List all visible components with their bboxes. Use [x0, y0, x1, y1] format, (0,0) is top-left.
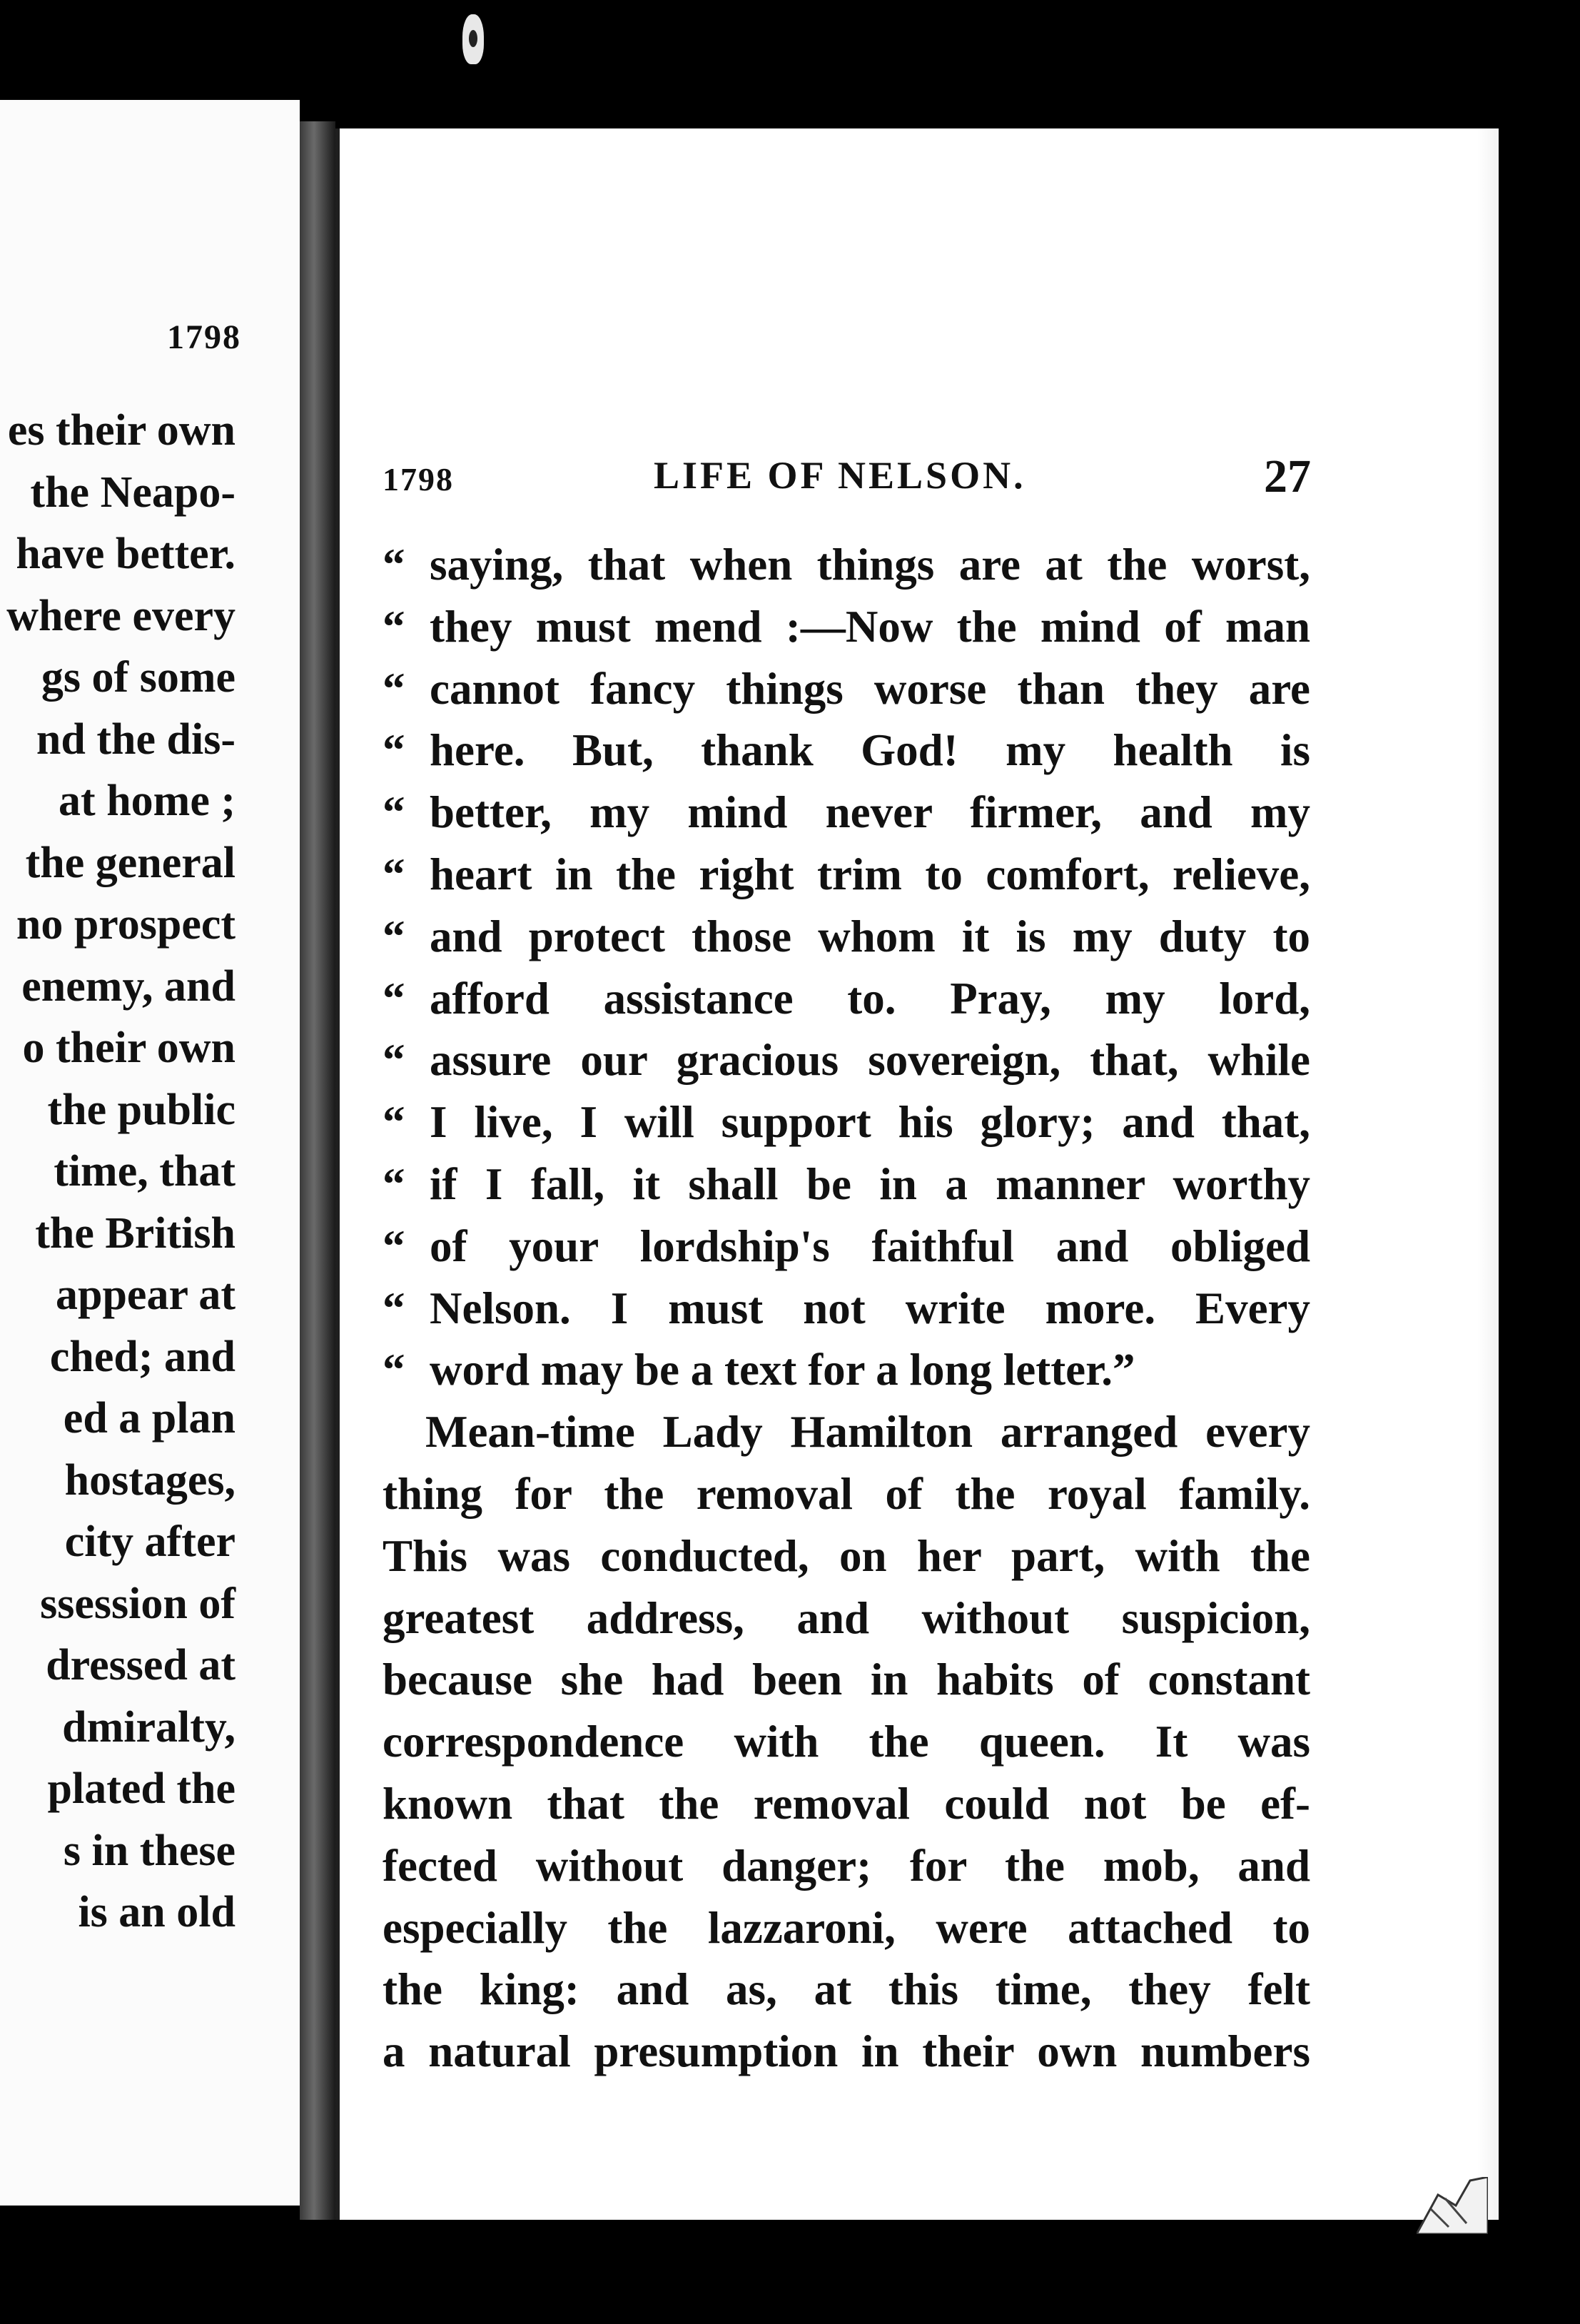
- previous-page-line: gs of some: [41, 653, 236, 702]
- previous-page-line: at home ;: [59, 777, 236, 825]
- previous-page-line: ssession of: [40, 1579, 236, 1628]
- page-body: [383, 534, 1310, 2083]
- quoted-line-text: heart in the right trim to comfort, relieve,: [430, 849, 1310, 899]
- scan-margin: [1499, 121, 1580, 2263]
- paragraph-line: correspondence with the queen. It was: [383, 1717, 1310, 1767]
- quote-mark: “: [383, 1035, 405, 1086]
- quoted-line: [383, 1153, 1310, 1216]
- quoted-line-text: assure our gracious sovereign, that, while: [430, 1035, 1310, 1086]
- quote-mark: “: [383, 849, 405, 899]
- quoted-line-text: better, my mind never firmer, and my: [430, 787, 1310, 838]
- quoted-line: [383, 1278, 1310, 1340]
- quote-mark: “: [383, 663, 405, 714]
- previous-page-line: the Neapo-: [30, 468, 236, 517]
- quoted-line: [383, 1216, 1310, 1278]
- paragraph-line: especially the lazzaroni, were attached to: [383, 1902, 1310, 1953]
- previous-page-line: hostages,: [64, 1455, 236, 1505]
- previous-page-line: es their own: [7, 406, 236, 455]
- quote-mark: “: [383, 1097, 405, 1148]
- previous-page-line: is an old: [78, 1888, 236, 1936]
- paragraph-line: fected without danger; for the mob, and: [383, 1840, 1310, 1891]
- quote-mark: “: [383, 601, 405, 652]
- quoted-line: [383, 844, 1310, 906]
- quoted-line-text: saying, that when things are at the worst,: [430, 540, 1310, 590]
- paragraph-line: the king: and as, at this time, they felt: [383, 1964, 1310, 2015]
- previous-page-line: no prospect: [16, 900, 236, 949]
- quoted-line-text: if I fall, it shall be in a manner worthy: [430, 1158, 1310, 1209]
- previous-page-line: appear at: [55, 1270, 236, 1319]
- quoted-line-text: of your lordship's faithful and obliged: [430, 1221, 1310, 1271]
- quote-mark: “: [383, 1283, 405, 1333]
- previous-page-line: ched; and: [49, 1332, 236, 1381]
- quoted-line: [383, 1091, 1310, 1153]
- quoted-line: [383, 1339, 1310, 1401]
- quoted-line-text: they must mend :—Now the mind of man: [430, 601, 1310, 652]
- previous-page-line: the British: [35, 1208, 236, 1258]
- quoted-line-text: cannot fancy things worse than they are: [430, 663, 1310, 714]
- paragraph-line: This was conducted, on her part, with the: [383, 1530, 1310, 1581]
- quoted-line: [383, 658, 1310, 720]
- quote-mark: “: [383, 973, 405, 1024]
- paragraph-line: greatest address, and without suspicion,: [383, 1592, 1310, 1643]
- previous-page-line: s in these: [63, 1826, 236, 1875]
- quoted-line-text: Nelson. I must not write more. Every: [430, 1283, 1310, 1333]
- quote-mark: “: [383, 725, 405, 776]
- previous-page: [0, 100, 300, 2206]
- quoted-line-text: word may be a text for a long letter.”: [430, 1345, 1135, 1395]
- header-title: LIFE OF NELSON.: [654, 454, 1026, 497]
- previous-page-line: city after: [64, 1517, 236, 1566]
- previous-page-line: ed a plan: [63, 1394, 236, 1443]
- previous-page-running-header: 1798: [167, 318, 241, 356]
- quoted-line: [383, 968, 1310, 1030]
- previous-page-line: the public: [47, 1085, 236, 1134]
- paragraph-line: known that the removal could not be ef-: [383, 1778, 1310, 1829]
- paragraph-line: a natural presumption in their own numbers: [383, 2026, 1310, 2077]
- book-binding: [300, 121, 335, 2220]
- paragraph-line: Mean-time Lady Hamilton arranged every: [425, 1407, 1310, 1457]
- quoted-line: [383, 719, 1310, 782]
- previous-page-line: enemy, and: [21, 961, 236, 1011]
- previous-page-line: nd the dis-: [36, 714, 236, 764]
- quote-mark: “: [383, 1345, 405, 1395]
- scan-artifact: [462, 14, 484, 64]
- quoted-line-text: and protect those whom it is my duty to: [430, 911, 1310, 961]
- quote-mark: “: [383, 540, 405, 590]
- torn-page-corner: [1417, 2177, 1488, 2234]
- previous-page-line: the general: [25, 838, 236, 887]
- previous-page-line: o their own: [22, 1024, 236, 1072]
- page-number: 27: [1264, 450, 1311, 502]
- quoted-line-text: here. But, thank God! my health is: [430, 725, 1310, 776]
- quoted-line: [383, 534, 1310, 596]
- previous-page-line: where every: [6, 591, 236, 640]
- quoted-line-text: afford assistance to. Pray, my lord,: [430, 973, 1310, 1024]
- header-year: 1798: [383, 461, 454, 497]
- previous-page-line: dressed at: [46, 1641, 236, 1689]
- previous-page-text: [0, 400, 236, 1944]
- previous-page-line: dmiralty,: [62, 1702, 236, 1752]
- quoted-line: [383, 1029, 1310, 1091]
- current-page: [335, 128, 1499, 2220]
- quote-mark: “: [383, 911, 405, 961]
- paragraph-line: because she had been in habits of constant: [383, 1654, 1310, 1705]
- previous-page-line: plated the: [47, 1764, 236, 1813]
- quoted-line: [383, 596, 1310, 658]
- quoted-line: [383, 782, 1310, 844]
- paragraph-line: thing for the removal of the royal family.: [383, 1468, 1310, 1519]
- quote-mark: “: [383, 1158, 405, 1209]
- quote-mark: “: [383, 1221, 405, 1271]
- quoted-line-text: I live, I will support his glory; and that,: [430, 1097, 1310, 1148]
- page-shade: [1477, 128, 1499, 2220]
- quoted-line: [383, 906, 1310, 968]
- previous-page-line: have better.: [16, 530, 236, 578]
- previous-page-line: time, that: [54, 1147, 236, 1196]
- quote-mark: “: [383, 787, 405, 838]
- running-header: [383, 450, 1310, 507]
